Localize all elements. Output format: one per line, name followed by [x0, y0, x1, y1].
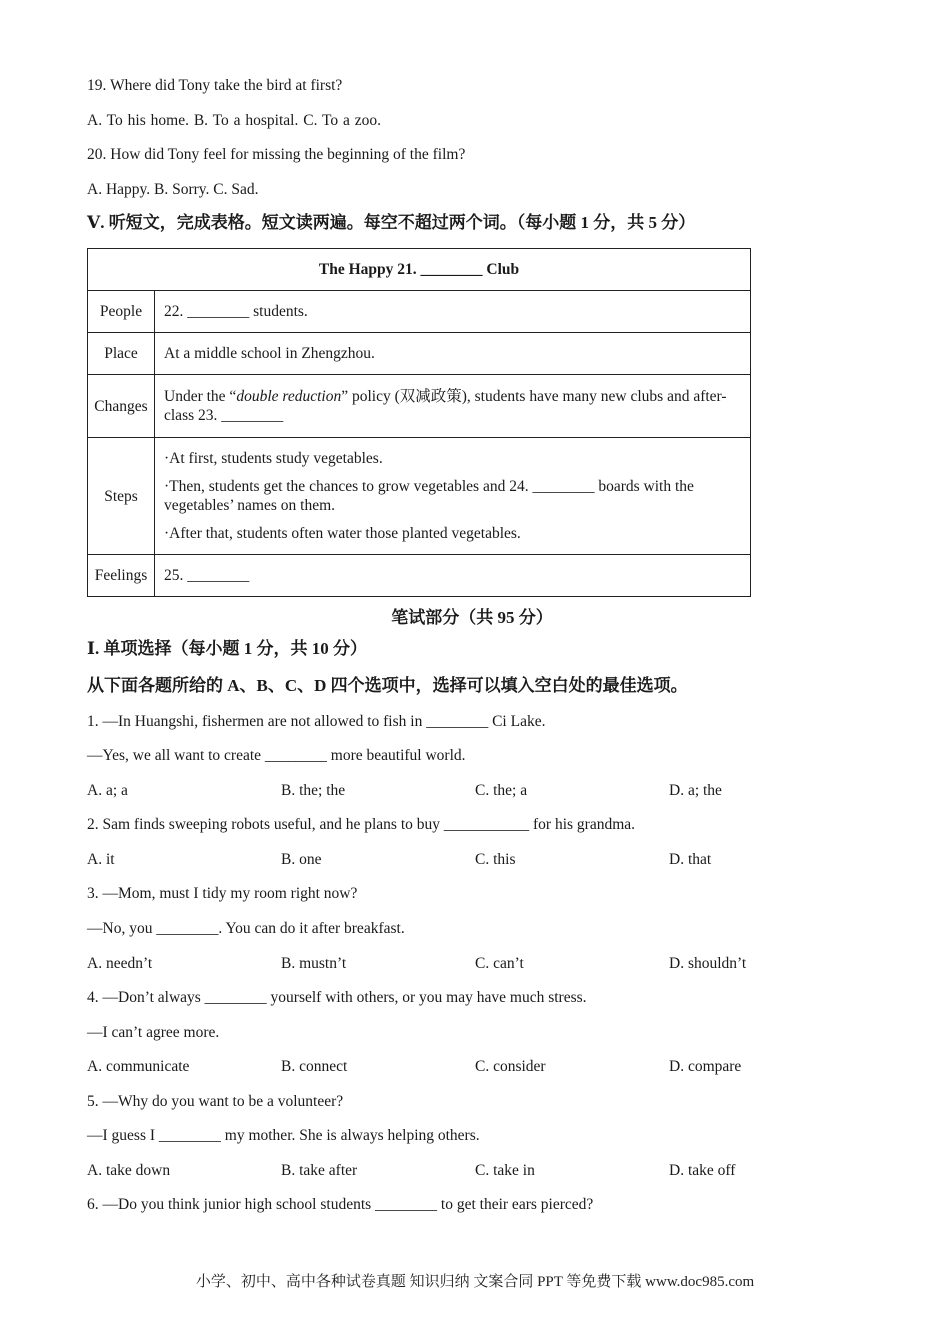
table-title: The Happy 21. ________ Club — [88, 249, 751, 291]
question-1-line-2: —Yes, we all want to create ________ more beautiful world. — [87, 747, 466, 764]
changes-text-italic: double reduction — [236, 388, 342, 405]
option-d: D. compare — [669, 1058, 742, 1075]
written-part-title: 笔试部分（共 95 分） — [391, 608, 553, 627]
row-text: At a middle school in Zhengzhou. — [155, 333, 751, 375]
section-1-heading: Ⅰ. 单项选择（每小题 1 分，共 10 分） — [87, 639, 367, 658]
option-b: B. the; the — [281, 782, 346, 799]
question-5-line-2: —I guess I ________ my mother. She is always helping others. — [87, 1127, 480, 1144]
row-label: Feelings — [88, 555, 155, 597]
listening-table — [87, 248, 751, 597]
table-row — [88, 375, 751, 438]
option-a: A. a; a — [87, 782, 128, 799]
option-c: C. this — [475, 851, 516, 868]
row-label: People — [88, 291, 155, 333]
option-b: B. take after — [281, 1162, 358, 1179]
row-text: 22. ________ students. — [155, 291, 751, 333]
row-text — [155, 375, 751, 438]
option-d: D. a; the — [669, 782, 722, 799]
option-c: C. the; a — [475, 782, 528, 799]
option-b: B. connect — [281, 1058, 348, 1075]
option-d: D. take off — [669, 1162, 736, 1179]
step-item: ·Then, students get the chances to grow vegetables and 24. ________ boards with the vegetables’ names on them. — [164, 478, 694, 514]
question-20: 20. How did Tony feel for missing the beginning of the film? — [87, 146, 466, 163]
section-5-heading: Ⅴ. 听短文，完成表格。短文读两遍。每空不超过两个词。（每小题 1 分，共 5 分） — [87, 213, 696, 232]
table-row — [88, 438, 751, 555]
question-19: 19. Where did Tony take the bird at first? — [87, 77, 343, 94]
row-steps — [155, 438, 751, 555]
row-label: Steps — [88, 438, 155, 555]
question-3-line-1: 3. —Mom, must I tidy my room right now? — [87, 885, 358, 902]
option-b: B. mustn’t — [281, 955, 347, 972]
row-text: 25. ________ — [155, 555, 751, 597]
table-row — [88, 333, 751, 375]
question-2-line-1: 2. Sam finds sweeping robots useful, and he plans to buy ___________ for his grandma. — [87, 816, 636, 833]
option-d: D. shouldn’t — [669, 955, 747, 972]
row-label: Changes — [88, 375, 155, 438]
page-footer: 小学、初中、高中各种试卷真题 知识归纳 文案合同 PPT 等免费下载 www.doc985.com — [195, 1274, 755, 1290]
question-3-line-2: —No, you ________. You can do it after breakfast. — [87, 920, 405, 937]
table-row — [88, 291, 751, 333]
step-item: ·At first, students study vegetables. — [164, 450, 383, 467]
question-4-line-2: —I can’t agree more. — [87, 1024, 220, 1041]
option-a: A. take down — [87, 1162, 171, 1179]
option-b: B. one — [281, 851, 322, 868]
table-row — [88, 555, 751, 597]
question-19-options: A. To his home. B. To a hospital. C. To a zoo. — [87, 112, 382, 129]
question-5-line-1: 5. —Why do you want to be a volunteer? — [87, 1093, 344, 1110]
option-c: C. consider — [475, 1058, 546, 1075]
question-6-line-1: 6. —Do you think junior high school students ________ to get their ears pierced? — [87, 1196, 594, 1213]
instruction: 从下面各题所给的 A、B、C、D 四个选项中，选择可以填入空白处的最佳选项。 — [87, 676, 688, 695]
option-a: A. communicate — [87, 1058, 190, 1075]
option-d: D. that — [669, 851, 712, 868]
question-1-line-1: 1. —In Huangshi, fishermen are not allowed to fish in ________ Ci Lake. — [87, 713, 546, 730]
question-4-line-1: 4. —Don’t always ________ yourself with others, or you may have much stress. — [87, 989, 587, 1006]
question-20-options: A. Happy. B. Sorry. C. Sad. — [87, 181, 259, 198]
changes-text-pre: Under the “ — [164, 388, 237, 405]
option-a: A. needn’t — [87, 955, 153, 972]
option-a: A. it — [87, 851, 115, 868]
option-c: C. can’t — [475, 955, 524, 972]
row-label: Place — [88, 333, 155, 375]
option-c: C. take in — [475, 1162, 535, 1179]
step-item: ·After that, students often water those planted vegetables. — [164, 525, 521, 542]
changes-text-post: ” policy (双减政策), students have many new clubs and after-class 23. ________ — [164, 388, 727, 424]
